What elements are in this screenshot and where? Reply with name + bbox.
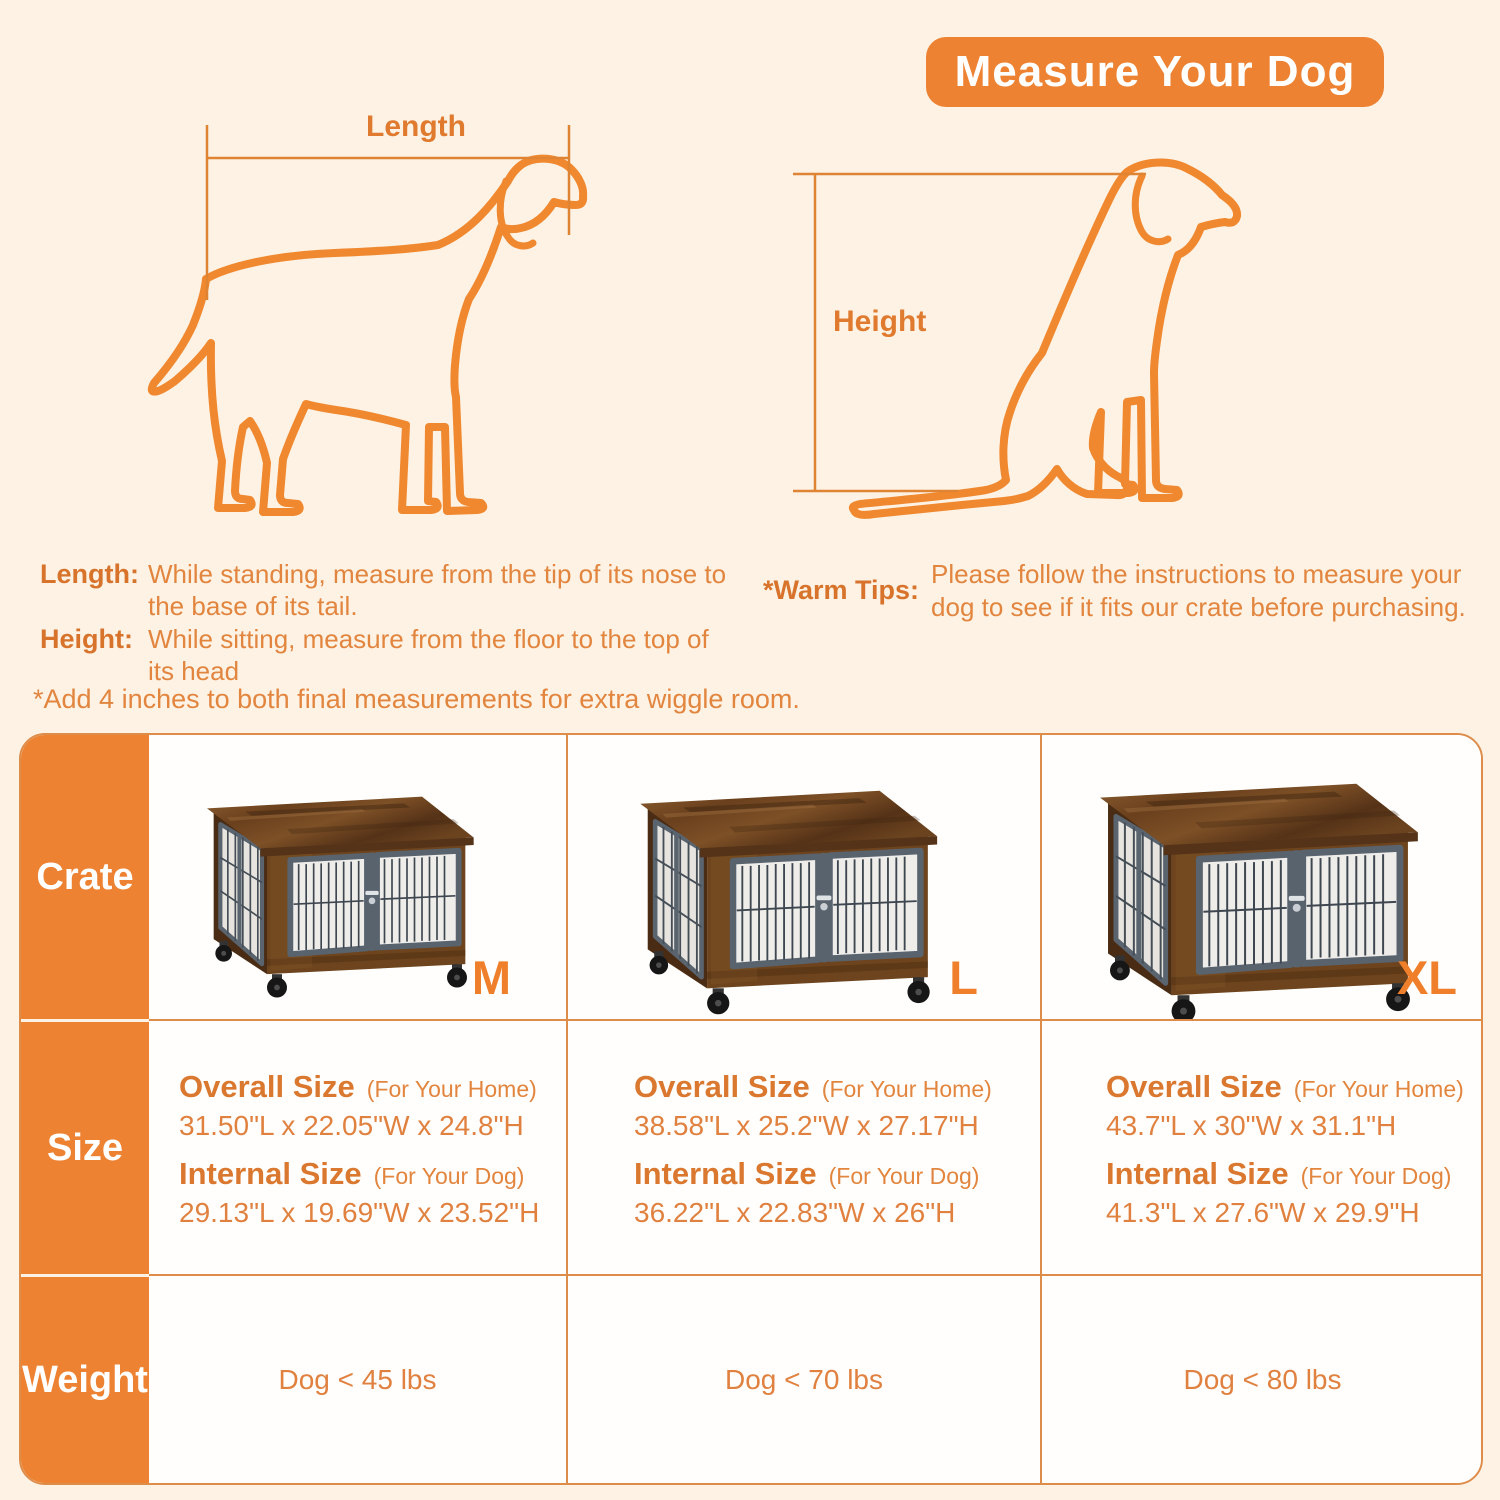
internal-size-sub-l: (For Your Dog) [828,1163,980,1189]
crate-image-l [618,749,952,1018]
overall-size-label-m: Overall Size [179,1069,355,1104]
row-header-weight: Weight [21,1274,149,1483]
overall-size-label-l: Overall Size [634,1069,810,1104]
internal-size-label-m: Internal Size [179,1156,362,1191]
length-instruction-label: Length: [40,559,139,589]
internal-size-sub-m: (For Your Dog) [373,1163,525,1189]
height-instruction-text: While sitting, measure from the floor to the top of its head [148,624,709,686]
overall-size-label-xl: Overall Size [1106,1069,1282,1104]
overall-dims-xl: 43.7"L x 30"W x 31.1"H [1106,1110,1397,1141]
size-letter-xl: XL [1396,951,1457,1004]
weight-cell-l: Dog < 70 lbs [566,1274,1040,1483]
size-cell-m [149,1019,566,1274]
internal-dims-l: 36.22"L x 22.83"W x 26"H [634,1197,956,1228]
crate-image-m [187,759,487,1001]
overall-size-sub-xl: (For Your Home) [1293,1076,1464,1102]
length-measure-label: Length [366,110,466,143]
crate-cell-xl [1040,735,1483,1019]
overall-dims-l: 38.58"L x 25.2"W x 27.17"H [634,1110,979,1141]
internal-size-label-xl: Internal Size [1106,1156,1289,1191]
sitting-dog-ear-line [1135,176,1168,242]
standing-dog-outline-icon [140,95,670,535]
row-header-size: Size [21,1019,149,1274]
internal-size-label-l: Internal Size [634,1156,817,1191]
weight-cell-m: Dog < 45 lbs [149,1274,566,1483]
size-letter-l: L [949,951,978,1004]
warm-tips [763,558,1491,623]
height-instruction [40,624,736,687]
warm-tips-text: Please follow the instructions to measure your dog to see if it fits our crate before purchasing. [931,559,1466,622]
internal-dims-xl: 41.3"L x 27.6"W x 29.9"H [1106,1197,1420,1228]
standing-dog-ear-line [500,181,533,246]
size-cell-l [566,1019,1040,1274]
title-banner [926,37,1384,107]
weight-cell-xl: Dog < 80 lbs [1040,1274,1483,1483]
overall-size-sub-l: (For Your Home) [821,1076,992,1102]
height-instruction-label: Height: [40,624,133,654]
row-header-crate: Crate [21,735,149,1019]
overall-size-sub-m: (For Your Home) [366,1076,537,1102]
size-letter-m: M [471,951,511,1004]
internal-size-sub-xl: (For Your Dog) [1300,1163,1452,1189]
size-cell-xl [1040,1019,1483,1274]
crate-cell-l [566,735,1040,1019]
crate-image-xl [1076,739,1434,1027]
length-instruction [40,559,736,622]
height-measure-label: Height [833,305,927,338]
size-comparison-table [19,733,1483,1485]
internal-dims-m: 29.13"L x 19.69"W x 23.52"H [179,1197,540,1228]
crate-cell-m [149,735,566,1019]
wiggle-room-note: *Add 4 inches to both final measurements for extra wiggle room. [33,684,800,714]
length-instruction-text: While standing, measure from the tip of its nose to the base of its tail. [148,559,727,621]
length-measure-lines [207,125,569,300]
page-title: Measure Your Dog [954,47,1356,96]
sitting-dog-outline-icon [790,150,1330,550]
warm-tips-label: *Warm Tips: [763,575,920,605]
overall-dims-m: 31.50"L x 22.05"W x 24.8"H [179,1110,524,1141]
